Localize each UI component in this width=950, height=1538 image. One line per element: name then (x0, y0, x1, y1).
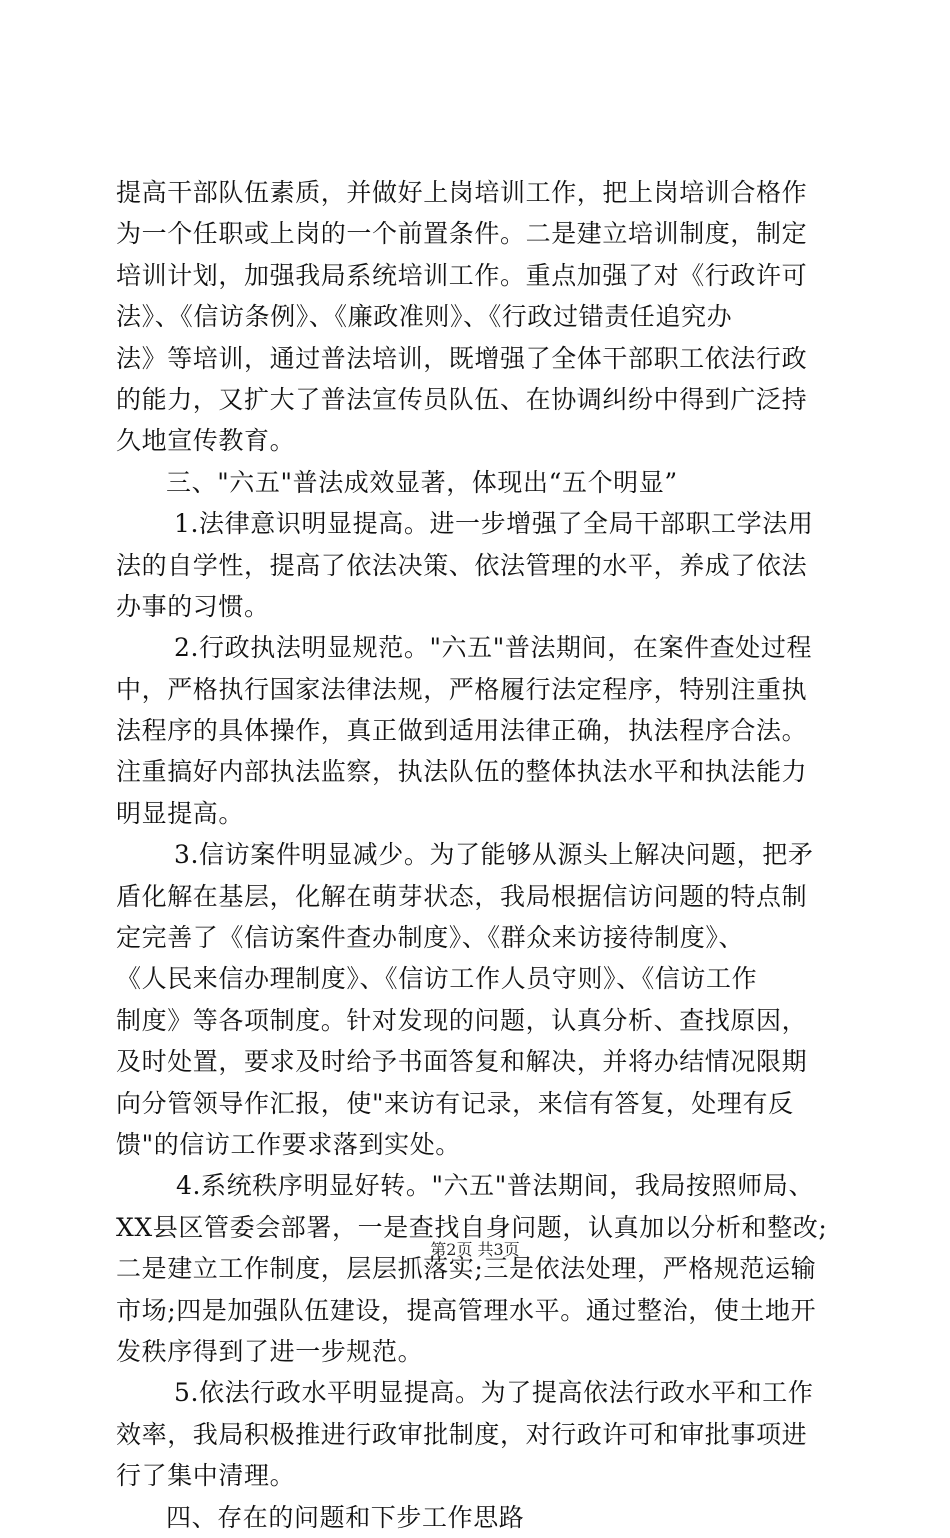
text-line: 2.行政执法明显规范。"六五"普法期间，在案件查处过程 (174, 633, 813, 663)
text-line: 三、"六五"普法成效显著，体现出“五个明显” (166, 467, 678, 497)
text-line: XX县区管委会部署，一是查找自身问题，认真加以分析和整改; (116, 1212, 828, 1242)
text-line: 定完善了《信访案件查办制度》、《群众来访接待制度》、 (116, 923, 745, 953)
text-line: 的能力，又扩大了普法宣传员队伍、在协调纠纷中得到广泛持 (116, 384, 808, 414)
text-line: 向分管领导作汇报，使"来访有记录，来信有答复，处理有反 (116, 1088, 794, 1118)
text-line: 法》、《信访条例》、《廉政准则》、《行政过错责任追究办 (116, 302, 733, 332)
text-line: 办事的习惯。 (116, 591, 270, 621)
text-line: 久地宣传教育。 (116, 426, 296, 456)
text-line: 培训计划，加强我局系统培训工作。重点加强了对《行政许可 (116, 260, 808, 290)
text-line: 制度》等各项制度。针对发现的问题，认真分析、查找原因， (116, 1005, 808, 1035)
text-line: 4.系统秩序明显好转。"六五"普法期间，我局按照师局、 (176, 1171, 815, 1201)
text-line: 效率，我局积极推进行政审批制度，对行政许可和审批事项进 (116, 1419, 808, 1449)
text-line: 馈"的信访工作要求落到实处。 (116, 1129, 461, 1159)
text-line: 行了集中清理。 (116, 1461, 296, 1491)
text-line: 二是建立工作制度，层层抓落实;三是依法处理，严格规范运输 (116, 1254, 817, 1284)
text-line: 《人民来信办理制度》、《信访工作人员守则》、《信访工作 (116, 964, 758, 994)
text-line: 发秩序得到了进一步规范。 (116, 1336, 424, 1366)
text-line: 四、存在的问题和下步工作思路 (166, 1502, 525, 1532)
text-line: 盾化解在基层，化解在萌芽状态，我局根据信访问题的特点制 (116, 881, 808, 911)
page-number-footer: 第2页 共3页 (430, 1240, 520, 1259)
text-line: 为一个任职或上岗的一个前置条件。二是建立培训制度，制定 (116, 219, 808, 249)
text-line: 明显提高。 (116, 798, 245, 828)
text-line: 提高干部队伍素质，并做好上岗培训工作，把上岗培训合格作 (116, 178, 808, 207)
text-line: 3.信访案件明显减少。为了能够从源头上解决问题，把矛 (174, 840, 814, 870)
text-line: 1.法律意识明显提高。进一步增强了全局干部职工学法用 (174, 509, 814, 539)
text-line: 法程序的具体操作，真正做到适用法律正确，执法程序合法。 (116, 716, 808, 746)
text-line: 法的自学性，提高了依法决策、依法管理的水平，养成了依法 (116, 550, 808, 580)
text-line: 注重搞好内部执法监察，执法队伍的整体执法水平和执法能力 (116, 757, 808, 787)
document-body (116, 172, 836, 1538)
text-line: 中，严格执行国家法律法规，严格履行法定程序，特别注重执 (116, 674, 808, 704)
text-line: 市场;四是加强队伍建设，提高管理水平。通过整治，使土地开 (116, 1295, 817, 1325)
text-line: 5.依法行政水平明显提高。为了提高依法行政水平和工作 (174, 1378, 814, 1408)
text-line: 法》等培训，通过普法培训，既增强了全体干部职工依法行政 (116, 343, 808, 373)
text-line: 及时处置，要求及时给予书面答复和解决，并将办结情况限期 (116, 1047, 808, 1077)
